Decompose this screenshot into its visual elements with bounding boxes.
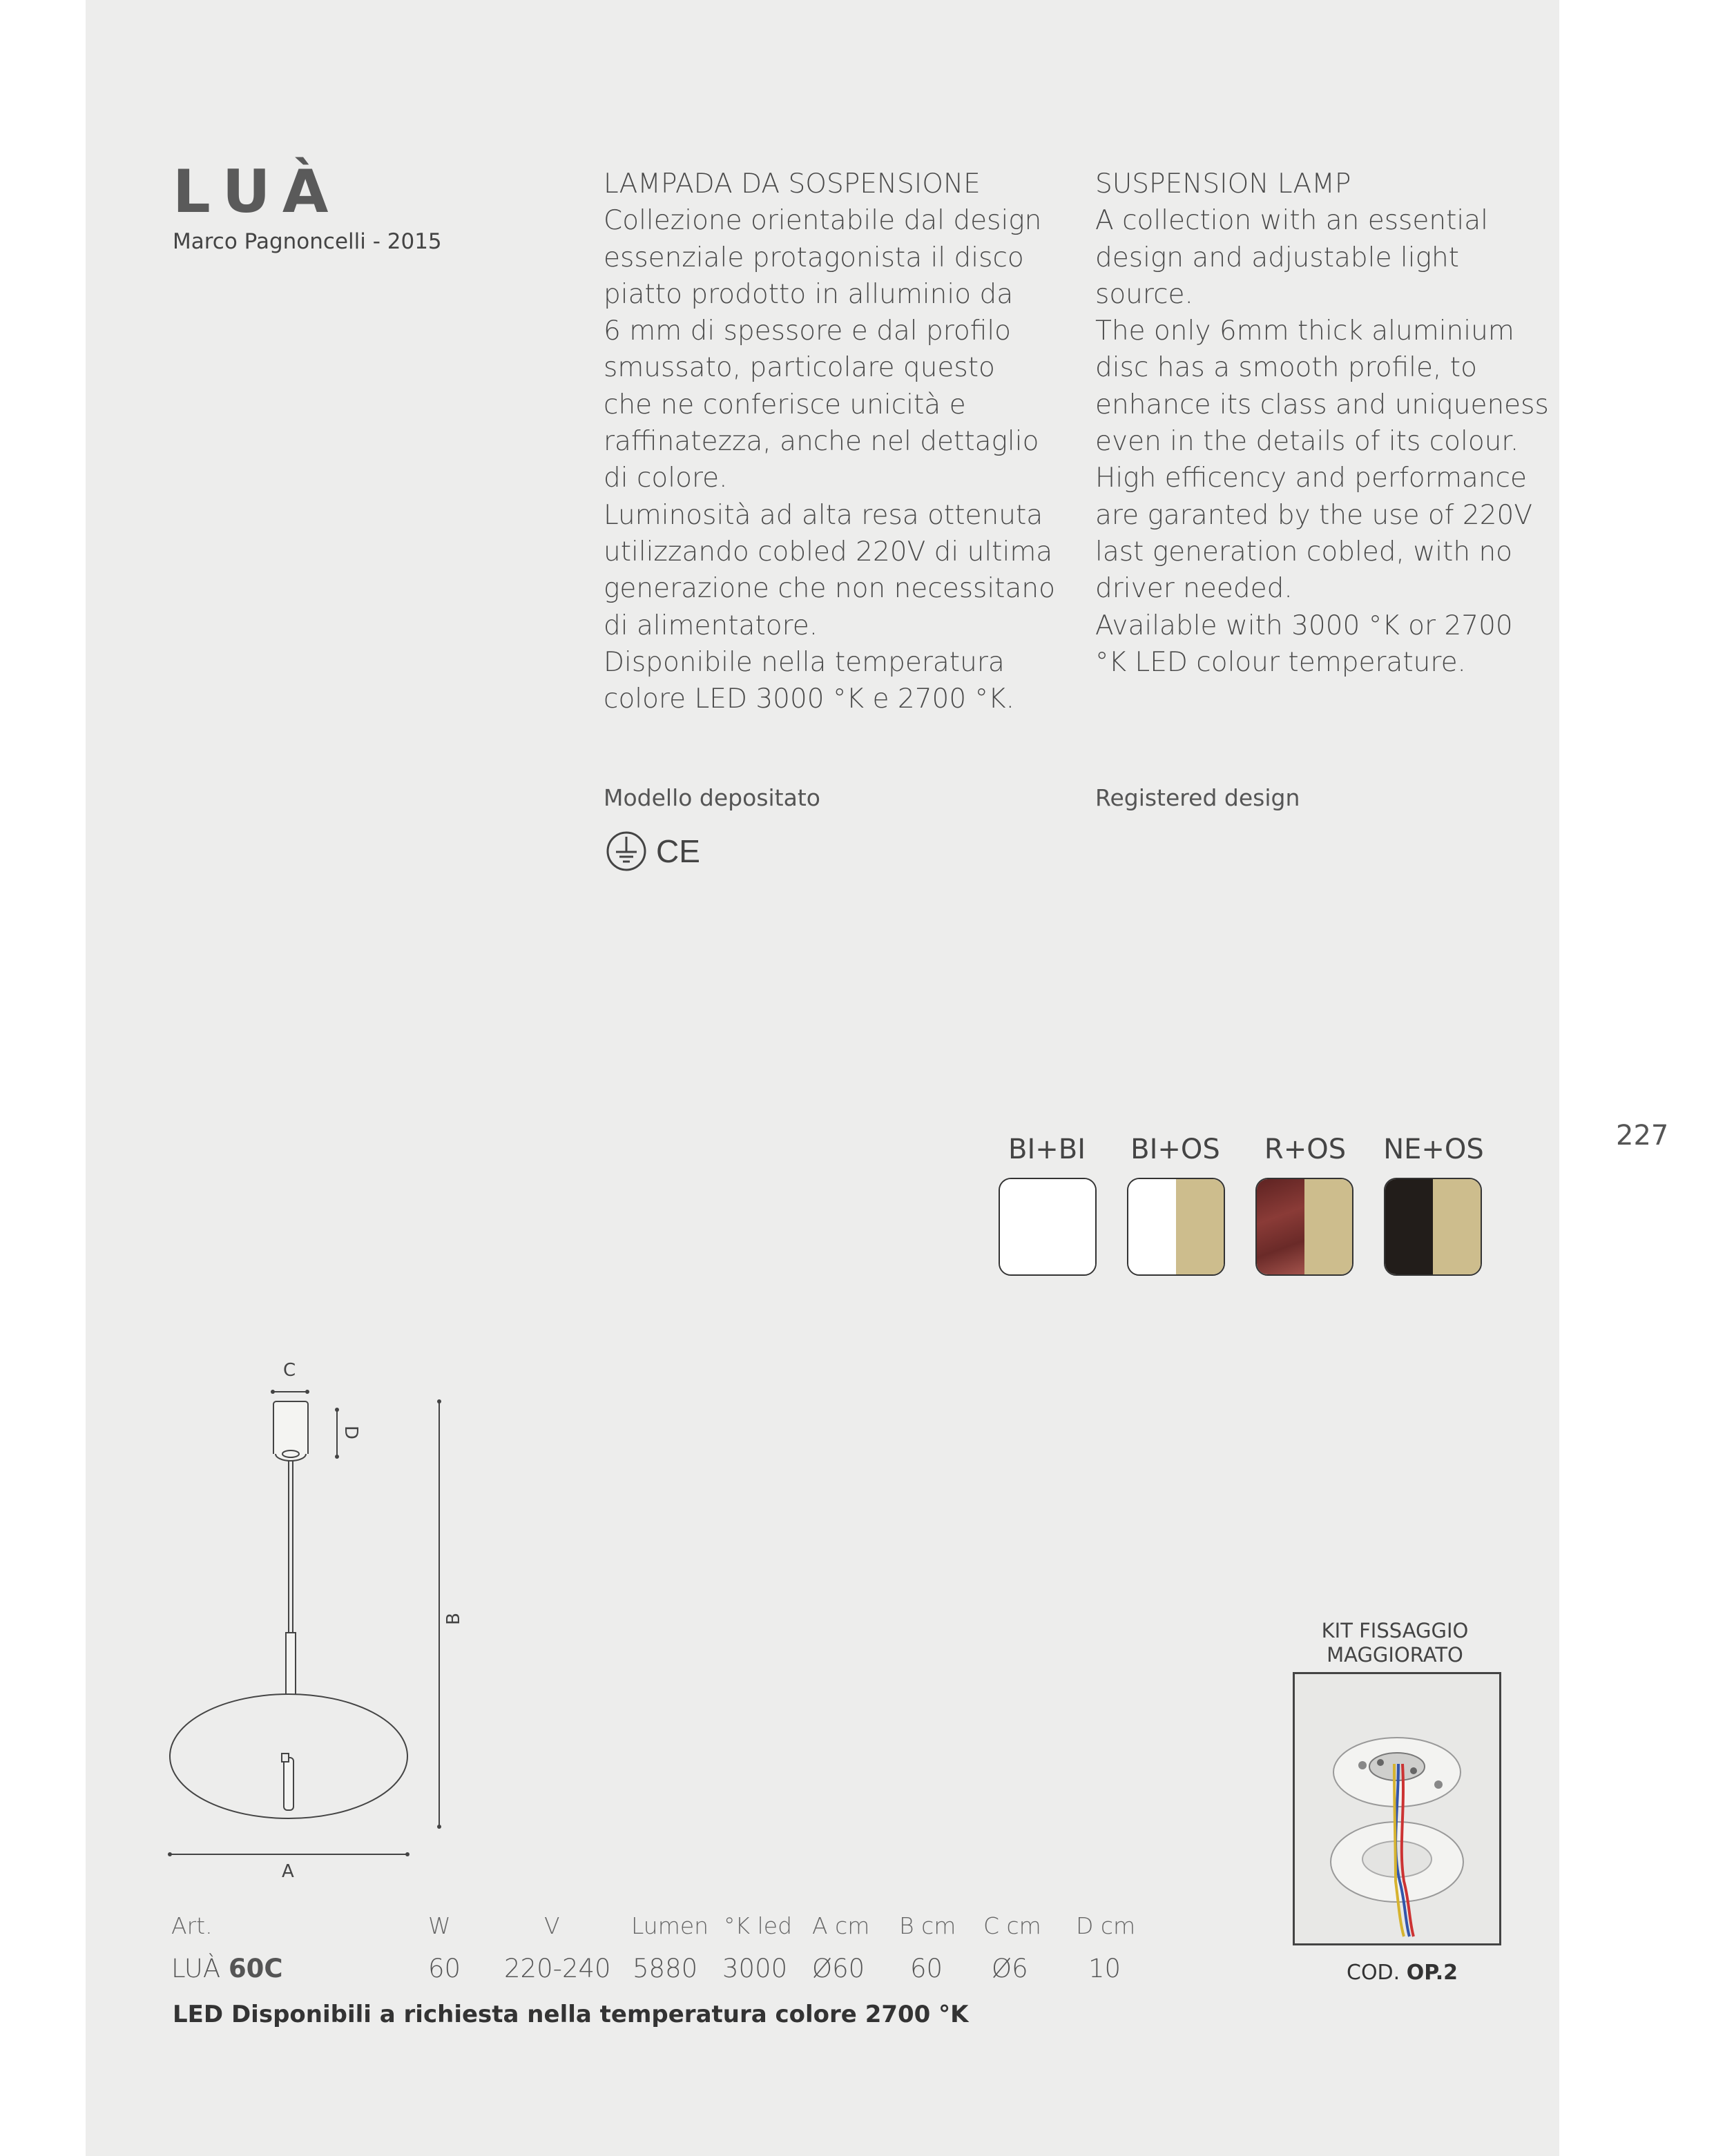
certification-icons <box>605 828 709 873</box>
dimension-label-b: B <box>443 1613 464 1625</box>
kit-label <box>1298 1619 1492 1667</box>
lamp-dimension-drawing <box>159 1353 476 1885</box>
product-title: LUÀ <box>173 157 343 226</box>
english-line: A collection with an essential <box>1095 205 1488 237</box>
spec-value-c: Ø6 <box>992 1954 1028 1983</box>
spec-value-lumen: 5880 <box>633 1954 698 1983</box>
dimension-label-a: A <box>282 1861 294 1882</box>
spec-header-w: W <box>428 1912 451 1939</box>
finish-label-r-os: R+OS <box>1264 1134 1347 1165</box>
spec-value-a: Ø60 <box>812 1954 865 1983</box>
dimension-label-d: D <box>340 1425 362 1440</box>
english-line: are garanted by the use of 220V <box>1095 499 1533 531</box>
english-line: SUSPENSION LAMP <box>1095 168 1351 200</box>
finish-swatch-r-os <box>1255 1178 1353 1276</box>
italian-description <box>604 166 1055 717</box>
italian-line: piatto prodotto in alluminio da <box>604 278 1014 310</box>
finish-label-ne-os: NE+OS <box>1383 1134 1484 1165</box>
italian-line: generazione che non necessitano <box>604 573 1055 605</box>
finish-swatch-bi-bi <box>999 1178 1097 1276</box>
english-line: design and adjustable light <box>1095 242 1459 273</box>
spec-value-d: 10 <box>1088 1954 1121 1983</box>
italian-line: Collezione orientabile dal design <box>604 205 1042 237</box>
english-line: °K LED colour temperature. <box>1095 646 1466 678</box>
finish-swatch-bi-os <box>1127 1178 1225 1276</box>
spec-header-d: D cm <box>1076 1912 1136 1939</box>
spec-header-lumen: Lumen <box>631 1912 709 1939</box>
kit-code-prefix: COD. <box>1347 1961 1400 1985</box>
english-line: source. <box>1095 278 1193 310</box>
spec-value-k-led: 3000 <box>722 1954 788 1983</box>
kit-code-value: OP.2 <box>1406 1961 1458 1985</box>
ce-mark-icon: CE <box>656 833 700 869</box>
italian-line: 6 mm di spessore e dal profilo <box>604 315 1012 347</box>
mounting-kit-illustration <box>1295 1674 1499 1943</box>
technical-drawing <box>159 1353 476 1885</box>
spec-header-a: A cm <box>812 1912 870 1939</box>
spec-art <box>171 1954 283 1983</box>
italian-line: raffinatezza, anche nel dettaglio <box>604 426 1039 458</box>
italian-line: LAMPADA DA SOSPENSIONE <box>604 168 981 200</box>
spec-header-k-led: °K led <box>724 1912 793 1939</box>
registered-design-en: Registered design <box>1095 784 1300 811</box>
english-line: High efficency and performance <box>1095 463 1527 494</box>
italian-line: essenziale protagonista il disco <box>604 242 1024 273</box>
spec-art-code: 60C <box>228 1954 283 1983</box>
spec-header-v: V <box>544 1912 560 1939</box>
finish-label-bi-os: BI+OS <box>1130 1134 1220 1165</box>
kit-label-line1: KIT FISSAGGIO <box>1321 1619 1469 1642</box>
kit-image <box>1293 1672 1501 1945</box>
english-line: The only 6mm thick aluminium <box>1095 315 1514 347</box>
registered-design-it: Modello depositato <box>604 784 820 811</box>
spec-value-v: 220-240 <box>504 1954 611 1983</box>
spec-value-w: 60 <box>428 1954 461 1983</box>
english-line: Available with 3000 °K or 2700 <box>1095 610 1513 641</box>
designer-credit: Marco Pagnoncelli - 2015 <box>173 229 442 254</box>
spec-header-c: C cm <box>983 1912 1041 1939</box>
english-line: driver needed. <box>1095 573 1293 605</box>
english-description <box>1095 166 1549 681</box>
italian-line: Luminosità ad alta resa ottenuta <box>604 499 1043 531</box>
italian-line: colore LED 3000 °K e 2700 °K. <box>604 683 1014 715</box>
italian-line: di colore. <box>604 463 728 494</box>
english-line: disc has a smooth profile, to <box>1095 352 1477 384</box>
english-line: last generation cobled, with no <box>1095 536 1513 567</box>
spec-header-b: B cm <box>899 1912 956 1939</box>
spec-value-b: 60 <box>910 1954 943 1983</box>
spec-art-name: LUÀ <box>171 1954 221 1983</box>
led-availability-note: LED Disponibili a richiesta nella temperatura colore 2700 °K <box>173 2001 969 2028</box>
italian-line: di alimentatore. <box>604 610 818 641</box>
finish-label-bi-bi: BI+BI <box>1008 1134 1086 1165</box>
spec-header-art: Art. <box>171 1912 213 1939</box>
kit-code <box>1347 1961 1458 1985</box>
italian-line: smussato, particolare questo <box>604 352 995 384</box>
kit-label-line2: MAGGIORATO <box>1327 1643 1463 1667</box>
english-line: even in the details of its colour. <box>1095 426 1519 458</box>
english-line: enhance its class and uniqueness <box>1095 389 1549 420</box>
italian-line: Disponibile nella temperatura <box>604 646 1005 678</box>
dimension-label-c: C <box>283 1360 296 1381</box>
italian-line: che ne conferisce unicità e <box>604 389 966 420</box>
italian-line: utilizzando cobled 220V di ultima <box>604 536 1053 567</box>
page-number: 227 <box>1616 1120 1669 1152</box>
finish-swatch-ne-os <box>1384 1178 1482 1276</box>
